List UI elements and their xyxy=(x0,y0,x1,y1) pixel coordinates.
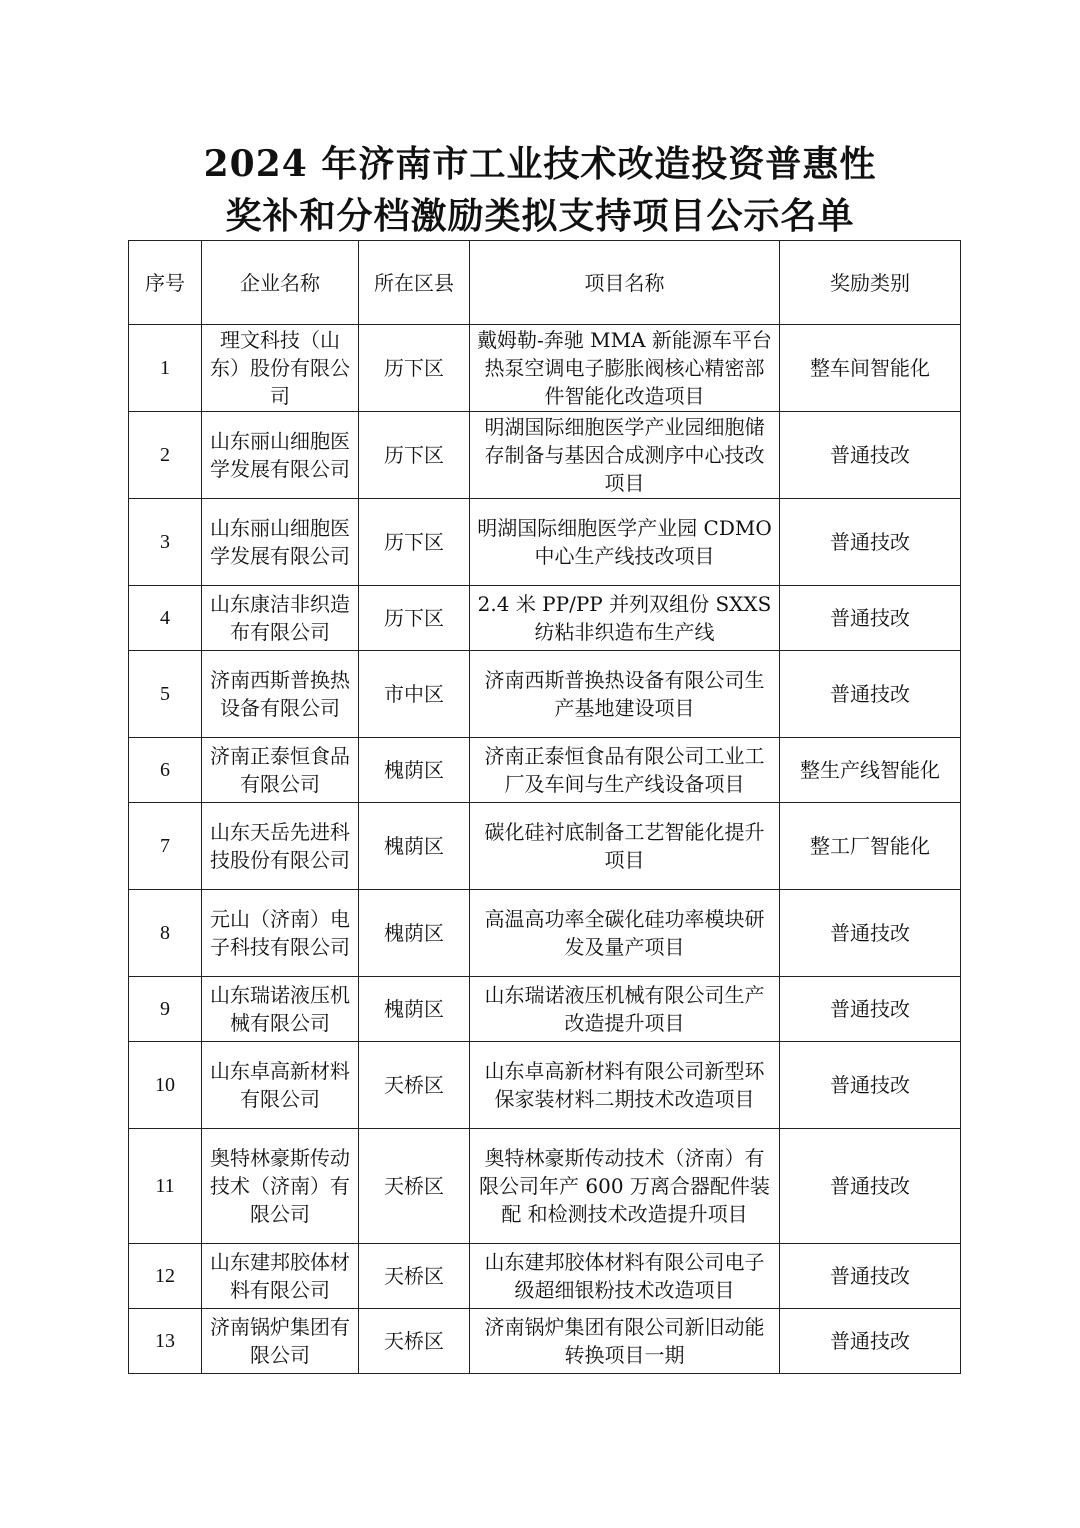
cell-serial-number: 1 xyxy=(129,325,202,412)
cell-project-name: 山东建邦胶体材料有限公司电子级超细银粉技术改造项目 xyxy=(470,1244,780,1309)
cell-district: 槐荫区 xyxy=(359,977,470,1042)
cell-district: 槐荫区 xyxy=(359,803,470,890)
cell-award-category: 普通技改 xyxy=(780,651,961,738)
cell-award-category: 普通技改 xyxy=(780,890,961,977)
table-row xyxy=(129,803,961,890)
cell-award-category: 普通技改 xyxy=(780,412,961,499)
cell-serial-number: 3 xyxy=(129,499,202,586)
cell-project-name: 济南西斯普换热设备有限公司生产基地建设项目 xyxy=(470,651,780,738)
cell-award-category: 整车间智能化 xyxy=(780,325,961,412)
table-header-row xyxy=(129,241,961,325)
table-row xyxy=(129,1244,961,1309)
cell-district: 历下区 xyxy=(359,412,470,499)
cell-serial-number: 8 xyxy=(129,890,202,977)
cell-project-name: 碳化硅衬底制备工艺智能化提升项目 xyxy=(470,803,780,890)
table-row xyxy=(129,890,961,977)
cell-award-category: 普通技改 xyxy=(780,499,961,586)
page-title-line-2: 奖补和分档激励类拟支持项目公示名单 xyxy=(225,195,855,237)
cell-district: 天桥区 xyxy=(359,1129,470,1244)
header-award-category: 奖励类别 xyxy=(780,241,961,325)
cell-company-name: 济南正泰恒食品有限公司 xyxy=(202,738,359,803)
cell-award-category: 整生产线智能化 xyxy=(780,738,961,803)
cell-district: 天桥区 xyxy=(359,1309,470,1374)
cell-serial-number: 9 xyxy=(129,977,202,1042)
cell-serial-number: 2 xyxy=(129,412,202,499)
cell-project-name: 山东卓高新材料有限公司新型环保家装材料二期技术改造项目 xyxy=(470,1042,780,1129)
cell-project-name: 山东瑞诺液压机械有限公司生产改造提升项目 xyxy=(470,977,780,1042)
cell-project-name: 2.4 米 PP/PP 并列双组份 SXXS 纺粘非织造布生产线 xyxy=(470,586,780,651)
cell-award-category: 普通技改 xyxy=(780,1129,961,1244)
cell-district: 天桥区 xyxy=(359,1244,470,1309)
cell-company-name: 山东丽山细胞医学发展有限公司 xyxy=(202,412,359,499)
table-row xyxy=(129,325,961,412)
cell-company-name: 山东丽山细胞医学发展有限公司 xyxy=(202,499,359,586)
cell-company-name: 山东建邦胶体材料有限公司 xyxy=(202,1244,359,1309)
cell-award-category: 普通技改 xyxy=(780,586,961,651)
cell-serial-number: 7 xyxy=(129,803,202,890)
table-row xyxy=(129,1042,961,1129)
header-company-name: 企业名称 xyxy=(202,241,359,325)
cell-company-name: 理文科技（山东）股份有限公司 xyxy=(202,325,359,412)
cell-award-category: 普通技改 xyxy=(780,1309,961,1374)
cell-district: 历下区 xyxy=(359,586,470,651)
cell-company-name: 济南西斯普换热设备有限公司 xyxy=(202,651,359,738)
cell-serial-number: 10 xyxy=(129,1042,202,1129)
table-row xyxy=(129,499,961,586)
cell-company-name: 山东卓高新材料有限公司 xyxy=(202,1042,359,1129)
header-district: 所在区县 xyxy=(359,241,470,325)
cell-project-name: 济南锅炉集团有限公司新旧动能转换项目一期 xyxy=(470,1309,780,1374)
cell-company-name: 元山（济南）电子科技有限公司 xyxy=(202,890,359,977)
page-title-line-1: 2024 年济南市工业技术改造投资普惠性 xyxy=(203,143,877,185)
cell-district: 槐荫区 xyxy=(359,890,470,977)
cell-award-category: 整工厂智能化 xyxy=(780,803,961,890)
cell-project-name: 戴姆勒-奔驰 MMA 新能源车平台热泵空调电子膨胀阀核心精密部件智能化改造项目 xyxy=(470,325,780,412)
table-row xyxy=(129,1129,961,1244)
cell-project-name: 济南正泰恒食品有限公司工业工厂及车间与生产线设备项目 xyxy=(470,738,780,803)
table-row xyxy=(129,1309,961,1374)
cell-serial-number: 11 xyxy=(129,1129,202,1244)
cell-project-name: 明湖国际细胞医学产业园 CDMO 中心生产线技改项目 xyxy=(470,499,780,586)
cell-award-category: 普通技改 xyxy=(780,977,961,1042)
cell-district: 历下区 xyxy=(359,325,470,412)
cell-company-name: 奥特林豪斯传动技术（济南）有限公司 xyxy=(202,1129,359,1244)
cell-district: 天桥区 xyxy=(359,1042,470,1129)
cell-serial-number: 4 xyxy=(129,586,202,651)
cell-serial-number: 13 xyxy=(129,1309,202,1374)
cell-district: 历下区 xyxy=(359,499,470,586)
cell-company-name: 山东康洁非织造布有限公司 xyxy=(202,586,359,651)
cell-project-name: 奥特林豪斯传动技术（济南）有限公司年产 600 万离合器配件装配 和检测技术改造提升项目 xyxy=(470,1129,780,1244)
header-serial-number: 序号 xyxy=(129,241,202,325)
table-row xyxy=(129,412,961,499)
table-row xyxy=(129,586,961,651)
cell-serial-number: 12 xyxy=(129,1244,202,1309)
project-list-table xyxy=(128,240,961,1374)
cell-company-name: 山东瑞诺液压机械有限公司 xyxy=(202,977,359,1042)
cell-district: 市中区 xyxy=(359,651,470,738)
header-project-name: 项目名称 xyxy=(470,241,780,325)
cell-serial-number: 6 xyxy=(129,738,202,803)
cell-award-category: 普通技改 xyxy=(780,1244,961,1309)
cell-company-name: 山东天岳先进科技股份有限公司 xyxy=(202,803,359,890)
cell-project-name: 高温高功率全碳化硅功率模块研发及量产项目 xyxy=(470,890,780,977)
table-row xyxy=(129,738,961,803)
table-row xyxy=(129,977,961,1042)
cell-company-name: 济南锅炉集团有限公司 xyxy=(202,1309,359,1374)
cell-district: 槐荫区 xyxy=(359,738,470,803)
cell-award-category: 普通技改 xyxy=(780,1042,961,1129)
cell-project-name: 明湖国际细胞医学产业园细胞储存制备与基因合成测序中心技改项目 xyxy=(470,412,780,499)
cell-serial-number: 5 xyxy=(129,651,202,738)
table-row xyxy=(129,651,961,738)
